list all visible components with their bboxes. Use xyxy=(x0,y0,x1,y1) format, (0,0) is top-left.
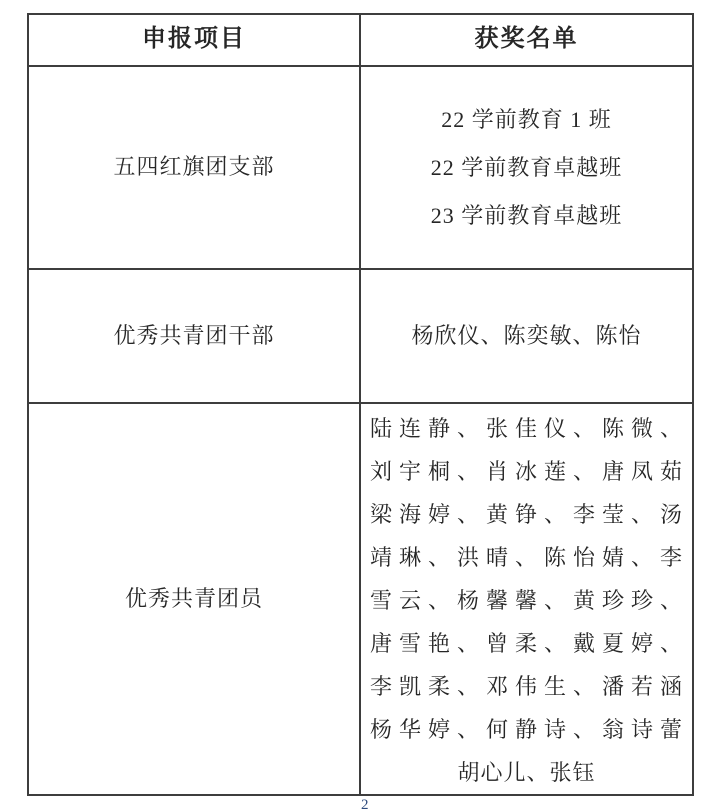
winner-line: 雪云、杨馨馨、黄珍珍、 xyxy=(370,588,683,613)
table-row-3-project-cell xyxy=(29,404,361,794)
col-header-project xyxy=(29,15,361,67)
table-row-3-winners-cell xyxy=(361,404,692,794)
winner-line: 刘宇桐、肖冰莲、唐凤茹 xyxy=(370,459,683,484)
winner-line: 22 学前教育 1 班 xyxy=(441,106,612,132)
winner-line: 唐雪艳、曾柔、戴夏婷、 xyxy=(370,631,683,656)
project-name: 优秀共青团员 xyxy=(124,585,263,611)
table-row-1-winners-cell xyxy=(361,67,692,270)
winner-line: 陆连静、张佳仪、陈微、 xyxy=(370,416,683,441)
winner-line: 梁海婷、黄铮、李莹、汤 xyxy=(370,502,683,527)
winner-line: 22 学前教育卓越班 xyxy=(430,154,623,180)
project-name: 优秀共青团干部 xyxy=(113,322,275,348)
col-header-winners xyxy=(361,15,692,67)
winner-line: 23 学前教育卓越班 xyxy=(430,202,623,228)
table-row-1-project-cell xyxy=(29,67,361,270)
col-header-winners-label: 获奖名单 xyxy=(474,26,579,53)
winner-line: 李凯柔、邓伟生、潘若涵 xyxy=(370,674,683,699)
table-row-2-project-cell xyxy=(29,270,361,404)
awards-table xyxy=(27,13,694,796)
winner-line: 杨欣仪、陈奕敏、陈怡 xyxy=(411,322,642,348)
table-row-2-winners-cell xyxy=(361,270,692,404)
col-header-project-label: 申报项目 xyxy=(142,26,246,53)
project-name: 五四红旗团支部 xyxy=(113,154,275,180)
winner-line: 胡心儿、张钰 xyxy=(457,760,596,785)
page-number: 2 xyxy=(361,797,369,811)
winner-line: 靖琳、洪晴、陈怡婧、李 xyxy=(370,545,683,570)
winner-line: 杨华婷、何静诗、翁诗蕾 xyxy=(370,717,683,742)
